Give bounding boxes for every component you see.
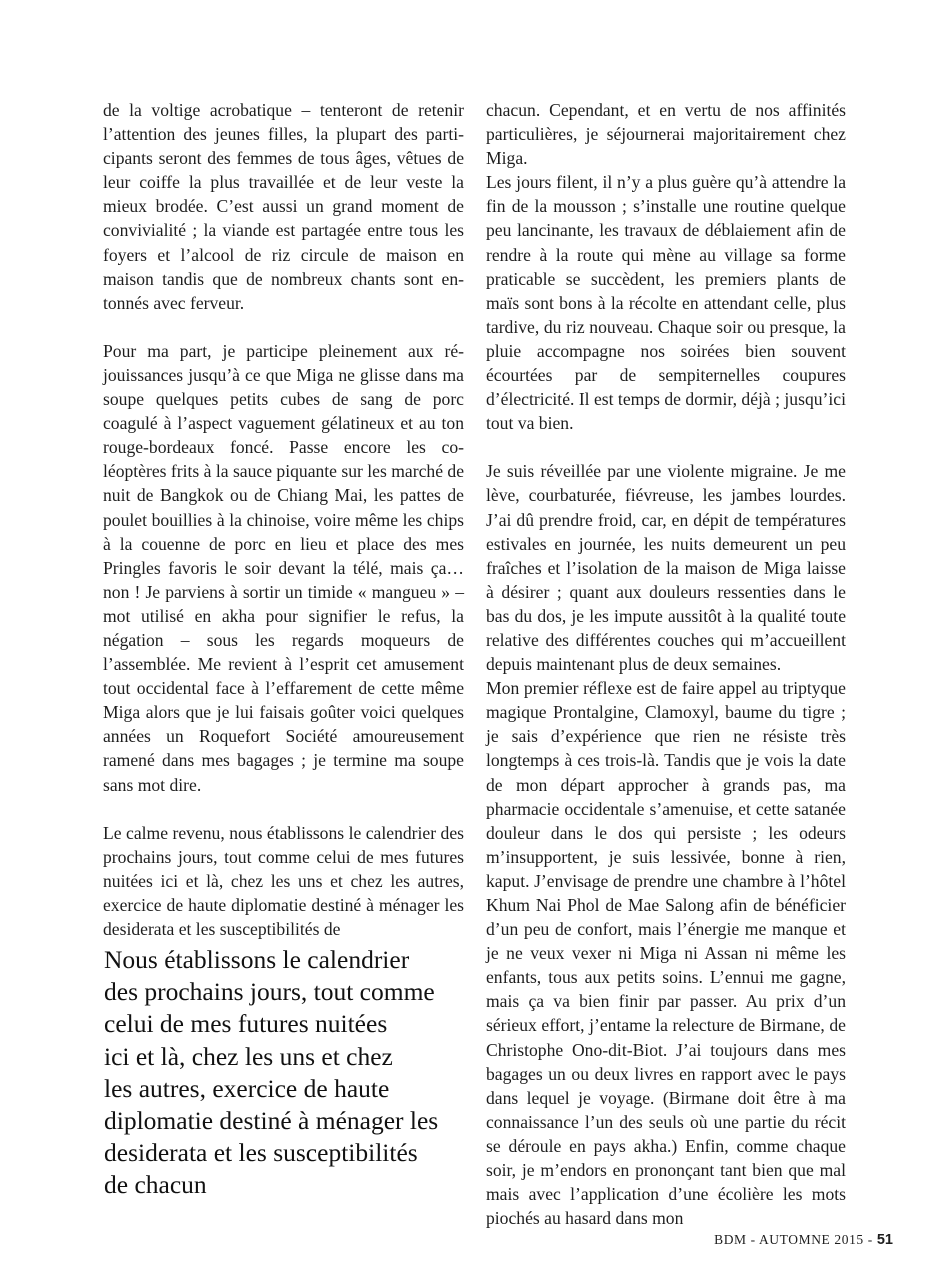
- paragraph: Le calme revenu, nous établissons le calendrier des prochains jours, tout comme celui de mes futures nuitées ici et là, chez les uns et chez les autres, exercice de haute diplomatie destiné à ménager les desiderata et les susceptibilités de: [103, 822, 464, 939]
- pull-quote-line: celui de mes futures nuitées: [104, 1009, 388, 1039]
- pull-quote-line: Nous établissons le calendrier: [104, 945, 410, 974]
- pull-quote: [104, 944, 474, 1202]
- page-footer: [714, 1232, 893, 1248]
- page-number: 51: [876, 1232, 893, 1248]
- pull-quote-line: des prochains jours, tout comme: [104, 977, 435, 1007]
- paragraph: Les jours filent, il n’y a plus guère qu’à attendre la fin de la mousson ; s’installe une routine quelque peu lancinante, les travaux de déblaiement afin de rendre à la route qui mène au village sa forme praticable se succèdent, les premiers plants de maïs sont bons à la récolte en attendant celle, plus tardive, du riz nouveau. Chaque soir ou presque, la pluie accompagne nos soirées bien souvent écourtées par de sempiternelles coupures d’électricité. Il est temps de dormir, déjà ; jusqu’ici tout va bien.: [486, 172, 846, 434]
- magazine-issue-label: BDM - AUTOMNE 2015 -: [714, 1232, 873, 1247]
- paragraph: Pour ma part, je participe pleinement aux réjouissances jusqu’à ce que Miga ne glisse dans ma soupe quelques petits cubes de sang de porc coagulé à l’aspect vaguement gélatineux et au ton rouge-bordeaux foncé. Passe encore les coléoptères frits à la sauce piquante sur les marché de nuit de Bangkok ou de Chiang Mai, les pattes de poulet bouillies à la chinoise, voire même les chips à la couenne de porc en lieu et place des mes Pringles favoris le soir devant la télé, mais ça… non ! Je parviens à sortir un timide « mangueu » – mot utilisé en akha pour signifier le refus, la négation – sous les regards moqueurs de l’assemblée. Me revient à l’esprit cet amusement tout occidental face à l’effarement de cette même Miga alors que je lui faisais goûter voici quelques années un Roquefort Société amoureusement ramené dans mes bagages ; je termine ma soupe sans mot dire.: [103, 340, 465, 795]
- pull-quote-line: de chacun: [104, 1170, 207, 1200]
- pull-quote-line: diplomatie destiné à ménager les: [104, 1106, 439, 1136]
- pull-quote-line: desiderata et les susceptibilités: [104, 1138, 418, 1168]
- left-text-column: [103, 98, 464, 941]
- right-text-column: [486, 98, 846, 1230]
- pull-quote-line: les autres, exercice de haute: [104, 1073, 390, 1103]
- paragraph: Mon premier réflexe est de faire appel au triptyque magique Prontalgine, Clamoxyl, baume du tigre ; je sais d’expérience que rien ne résiste très longtemps à ces trois-là. Tandis que je vois la date de mon départ approcher à grands pas, ma pharmacie occidentale s’amenuise, et cette satanée douleur dans le dos qui persiste ; les odeurs m’insupportent, je suis lessivée, bonne à rien, kaput. J’envisage de prendre une chambre à l’hôtel Khum Nai Phol de Mae Salong afin de bénéficier d’un peu de confort, mais l’énergie me manque et je ne veux vexer ni Miga ni Assan ni même les enfants, tous aux petits soins. L’ennui me gagne, mais ça va bien finir par passer. Au prix d’un sérieux effort, j’entame la relecture de Birmane, de Christophe Ono-dit-Biot. J’ai toujours dans mes bagages un ou deux livres en rapport avec le pays dans lequel je voyage. (Birmane doit être à ma connaissance l’un des seuls où une partie du récit se déroule en pays akha.) Enfin, comme chaque soir, je m’endors en prononçant tant bien que mal mais avec l’application d’une écolière les mots piochés au hasard dans mon: [486, 678, 846, 1229]
- pull-quote-line: ici et là, chez les uns et chez: [104, 1041, 393, 1071]
- paragraph: Je suis réveillée par une violente migraine. Je me lève, courbaturée, fiévreuse, les jambes lourdes. J’ai dû prendre froid, car, en dépit de températures estivales en journée, les nuits demeurent un peu fraîches et l’isolation de la maison de Miga laisse à désirer ; quant aux douleurs ressenties dans le bas du dos, je les impute aussitôt à la qualité toute relative des différentes couches qui m’accueillent depuis maintenant plus de deux semaines.: [486, 461, 846, 675]
- paragraph: de la voltige acrobatique – tenteront de retenir l’attention des jeunes filles, la plupart des participants seront des femmes de tous âges, vêtues de leur coiffe la plus travaillée et de leur veste la mieux brodée. C’est aussi un grand moment de convivialité ; la viande est partagée entre tous les foyers et l’alcool de riz circule de maison en maison tandis que de nombreux chants sont entonnés avec ferveur.: [103, 100, 464, 313]
- paragraph: chacun. Cependant, et en vertu de nos affinités particulières, je séjournerai majoritairement chez Miga.: [486, 100, 846, 169]
